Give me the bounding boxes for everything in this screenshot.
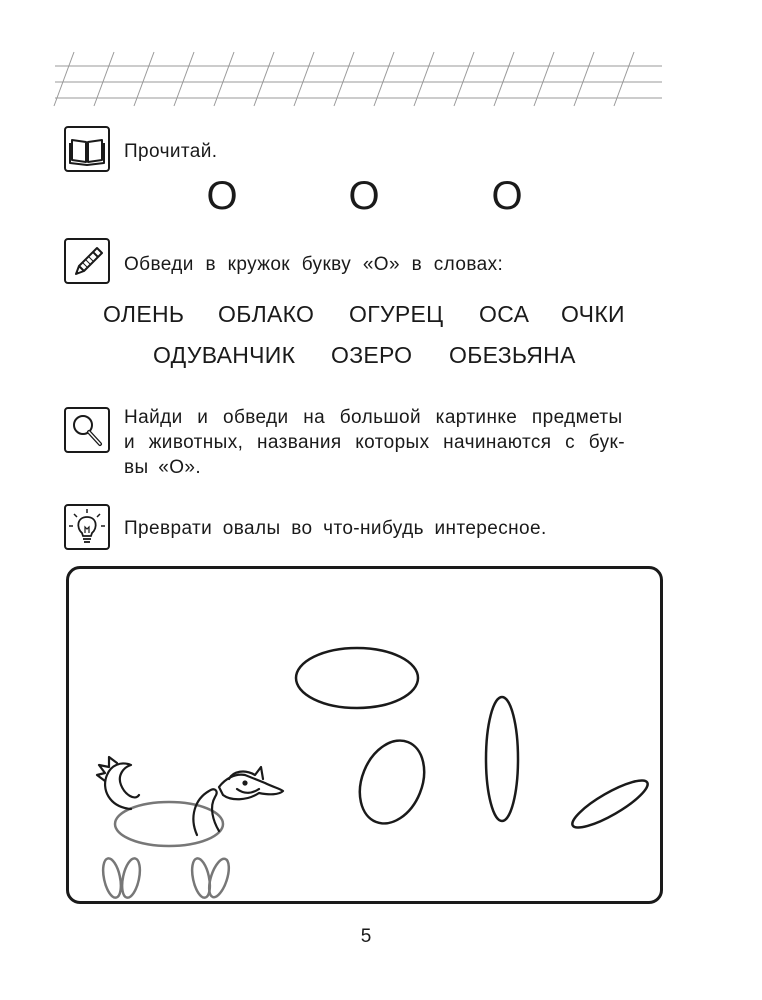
letter-o: О [348, 174, 380, 218]
letters-row [0, 174, 762, 218]
letter-o: О [206, 174, 238, 218]
word: ОГУРЕЦ [349, 301, 444, 327]
word: ОЛЕНЬ [103, 301, 185, 327]
oval-vertical [486, 697, 518, 821]
instruction-find: вы «О». [124, 457, 202, 478]
drawing-frame[interactable] [66, 566, 663, 904]
instruction-read: Прочитай. [124, 141, 218, 162]
word: ОБЛАКО [218, 301, 315, 327]
instruction-find: Найди и обведи на большой картинке предметы [124, 407, 623, 428]
lightbulb-icon [64, 504, 110, 550]
ovals-drawing [69, 569, 660, 901]
word: ОСА [479, 301, 530, 327]
pencil-icon [64, 238, 110, 284]
word: ОДУВАНЧИК [153, 342, 296, 368]
word: ОЗЕРО [331, 342, 413, 368]
oval-small [348, 731, 436, 833]
handwriting-lines [0, 48, 762, 108]
oval-horizontal [296, 648, 418, 708]
word: ОЧКИ [561, 301, 625, 327]
oval-tilted [567, 773, 652, 835]
instruction-find: и животных, названия которых начинаются с бук- [124, 432, 625, 453]
word: ОБЕЗЬЯНА [449, 342, 576, 368]
letter-o: О [491, 174, 523, 218]
page-number: 5 [360, 926, 372, 947]
instruction-circle-letter: Обведи в кружок букву «О» в словах: [124, 254, 504, 275]
magnifier-icon [64, 407, 110, 453]
instruction-transform-ovals: Преврати овалы во что-нибудь интересное. [124, 518, 547, 539]
book-icon [64, 126, 110, 172]
